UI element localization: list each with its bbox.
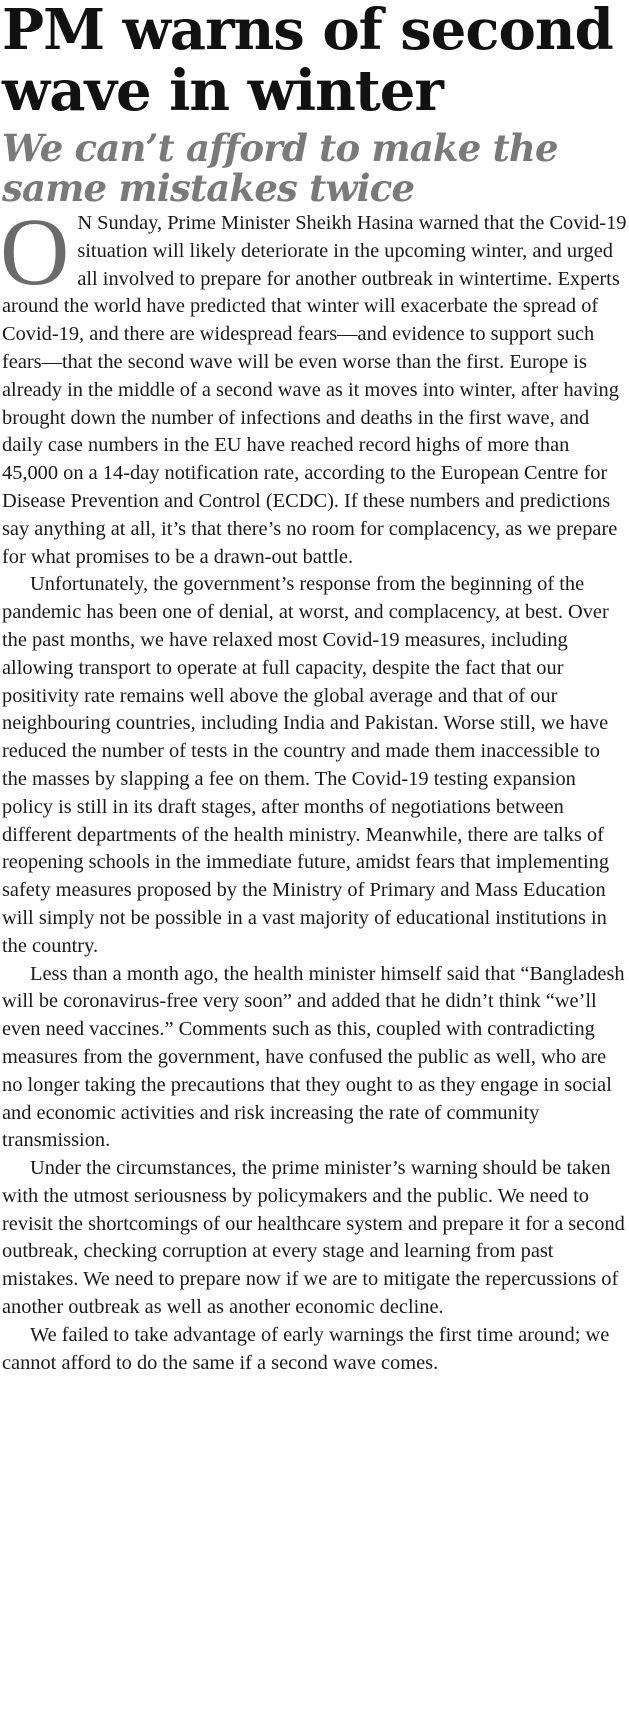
article-body bbox=[0, 198, 627, 1377]
paragraph-1 bbox=[0, 198, 627, 571]
paragraph-4: Under the circumstances, the prime minister’s warning should be taken with the utmost seriousness by policymakers and the public. We need to revisit the shortcomings of our healthcare system and prepare it for a second outbreak, checking corruption at every stage and learning from past mistakes. We need to prepare now if we are to mitigate the repercussions of another outbreak as well as another economic decline. bbox=[2, 1157, 625, 1319]
subheadline: We can’t afford to make the same mistakes twice bbox=[2, 126, 558, 210]
paragraph-5: We failed to take advantage of early warnings the first time around; we cannot afford to do the same if a second wave comes. bbox=[2, 1323, 610, 1374]
paragraph-1-text: N Sunday, Prime Minister Sheikh Hasina warned that the Covid-19 situation will likely deteriorate in the upcoming winter, and urged all involved to prepare for another outbreak in wintertime. Experts around the world have predicted that winter will exacerbate the spread of Covid-19, and there are widespread fears—and evidence to support such fears—that the second wave will be even worse than the first. Europe is already in the middle of a second wave as it moves into winter, after having brought down the number of infections and deaths in the first wave, and daily case numbers in the EU have reached record highs of more than 45,000 on a 14-day notification rate, according to the European Centre for Disease Prevention and Control (ECDC). If these numbers and predictions say anything at all, it’s that there’s no room for complacency, as we prepare for what promises to be a drawn-out battle. bbox=[2, 212, 627, 568]
headline: PM warns of second wave in winter bbox=[2, 0, 613, 124]
paragraph-3: Less than a month ago, the health minister himself said that “Bangladesh will be coronavirus-free very soon” and added that he didn’t think “we’ll even need vaccines.” Comments such as this, coupled with contradicting measures from the government, have confused the public as well, who are no longer taking the precautions that they ought to as they engage in social and economic activities and risk increasing the rate of community transmission. bbox=[2, 962, 625, 1152]
drop-cap: O bbox=[0, 198, 70, 305]
paragraph-2: Unfortunately, the government’s response from the beginning of the pandemic has been one of denial, at worst, and complacency, at best. Over the past months, we have relaxed most Covid-19 measures, including allowing transport to operate at full capacity, despite the fact that our positivity rate remains well above the global average and that of our neighbouring countries, including India and Pakistan. Worse still, we have reduced the number of tests in the country and made them inaccessible to the masses by slapping a fee on them. The Covid-19 testing expansion policy is still in its draft stages, after months of negotiations between different departments of the health ministry. Meanwhile, there are talks of reopening schools in the immediate future, amidst fears that implementing safety measures proposed by the Ministry of Primary and Mass Education will simply not be possible in a vast majority of educational institutions in the country. bbox=[2, 573, 610, 957]
